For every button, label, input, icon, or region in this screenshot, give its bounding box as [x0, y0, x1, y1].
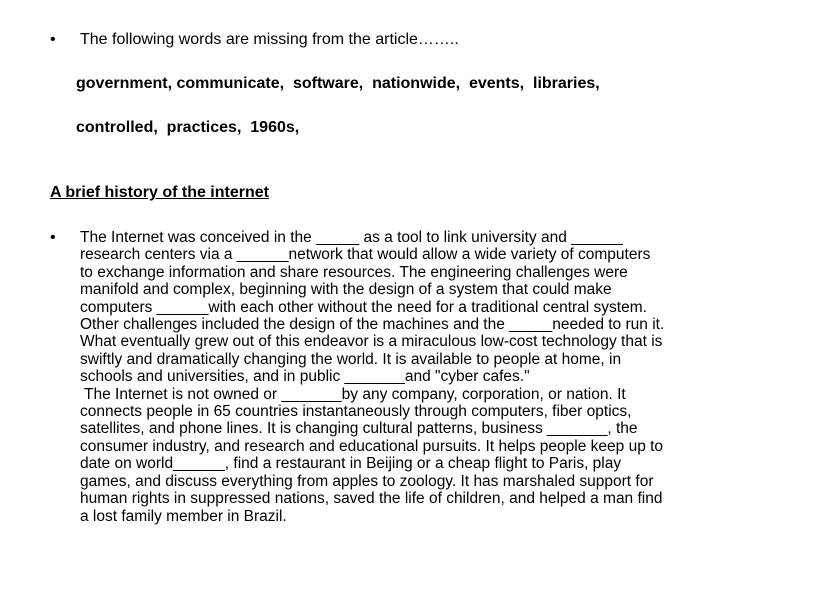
article-line: manifold and complex, beginning with the design of a system that could make: [80, 281, 612, 299]
article-line: The Internet was conceived in the _____ as a tool to link university and ______: [80, 229, 623, 246]
article-line: research centers via a ______network that would allow a wide variety of computers: [80, 246, 651, 264]
article-line: schools and universities, and in public _______and "cyber cafes.": [80, 368, 530, 386]
article-line: Other challenges included the design of the machines and the _____needed to run it.: [80, 316, 665, 334]
article-line: games, and discuss everything from apples to zoology. It has marshaled support for: [80, 472, 654, 490]
article-line: consumer industry, and research and educational pursuits. It helps people keep up to: [80, 437, 664, 455]
article-line: a lost family member in Brazil.: [80, 507, 287, 525]
article-line: satellites, and phone lines. It is changing cultural patterns, business _______, the: [80, 420, 638, 438]
article-line: human rights in suppressed nations, saved the life of children, and helped a man find: [80, 490, 663, 508]
bullet-marker: •: [50, 229, 56, 246]
article-line: swiftly and dramatically changing the world. It is available to people at home, in: [80, 350, 622, 368]
article-text: [80, 229, 776, 525]
instruction-text: The following words are missing from the article……..: [80, 31, 459, 48]
article-line: computers ______with each other without the need for a traditional central system.: [80, 298, 647, 316]
article-line: to exchange information and share resources. The engineering challenges were: [80, 263, 628, 281]
article-line: connects people in 65 countries instantaneously through computers, fiber optics,: [80, 403, 632, 421]
article-heading: A brief history of the internet: [50, 184, 269, 201]
bullet-marker: •: [50, 31, 56, 48]
article-bullet: [50, 229, 776, 525]
article-line: The Internet is not owned or _______by any company, corporation, or nation. It: [80, 385, 626, 403]
article-line: What eventually grew out of this endeavor is a miraculous low-cost technology that is: [80, 333, 663, 351]
article-line: date on world______, find a restaurant in Beijing or a cheap flight to Paris, play: [80, 455, 622, 473]
instruction-bullet: [50, 31, 459, 48]
word-bank-line-1: government, communicate, software, nationwide, events, libraries,: [76, 75, 600, 92]
word-bank-line-2: controlled, practices, 1960s,: [76, 119, 300, 136]
